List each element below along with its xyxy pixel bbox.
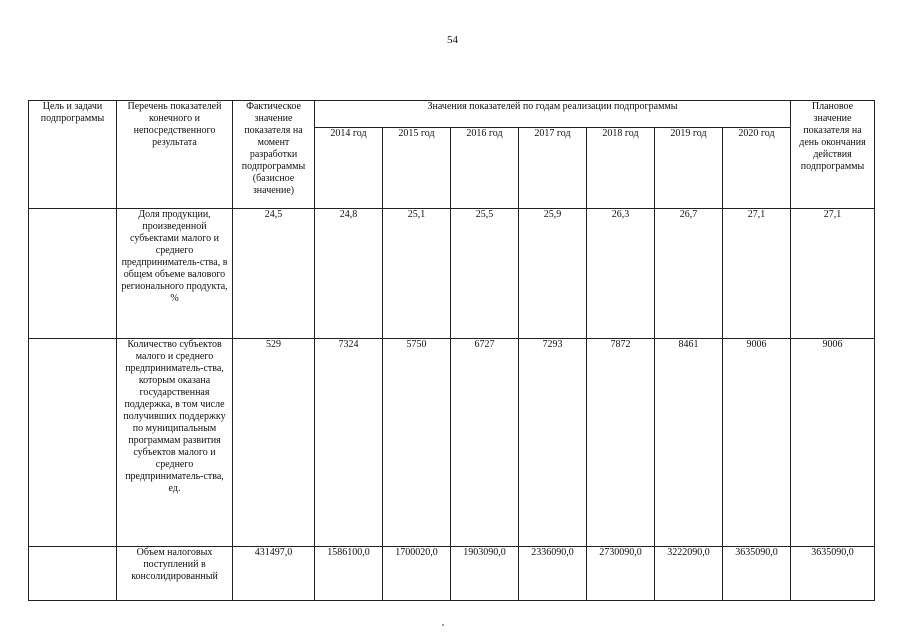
value-cell: 7324 bbox=[315, 339, 383, 547]
header-year-2016: 2016 год bbox=[451, 128, 519, 209]
header-row-1 bbox=[29, 101, 875, 128]
value-cell: 25,9 bbox=[519, 209, 587, 339]
value-cell: 5750 bbox=[383, 339, 451, 547]
goal-cell bbox=[29, 209, 117, 339]
header-actual: Фактическое значение показателя на момент разработки подпрограммы (базисное значение) bbox=[233, 101, 315, 209]
header-year-2020: 2020 год bbox=[723, 128, 791, 209]
indicator-cell: Количество субъектов малого и среднего предприниматель-ства, которым оказана государственная поддержка, в том числе получивших поддержку по муниципальным программам развития субъектов малого и среднего предприниматель-ства, ед. bbox=[117, 339, 233, 547]
value-cell: 2730090,0 bbox=[587, 547, 655, 601]
plan-cell: 27,1 bbox=[791, 209, 875, 339]
page-number: 54 bbox=[447, 34, 458, 46]
header-year-2015: 2015 год bbox=[383, 128, 451, 209]
value-cell: 7293 bbox=[519, 339, 587, 547]
value-cell: 26,3 bbox=[587, 209, 655, 339]
header-plan: Плановое значение показателя на день окончания действия подпрограммы bbox=[791, 101, 875, 209]
actual-cell: 24,5 bbox=[233, 209, 315, 339]
table-row bbox=[29, 339, 875, 547]
indicators-table bbox=[28, 100, 875, 601]
scan-dot bbox=[442, 624, 444, 626]
value-cell: 27,1 bbox=[723, 209, 791, 339]
value-cell: 3635090,0 bbox=[723, 547, 791, 601]
value-cell: 1903090,0 bbox=[451, 547, 519, 601]
actual-cell: 529 bbox=[233, 339, 315, 547]
header-year-2019: 2019 год bbox=[655, 128, 723, 209]
plan-cell: 3635090,0 bbox=[791, 547, 875, 601]
header-years-group: Значения показателей по годам реализации подпрограммы bbox=[315, 101, 791, 128]
header-goal: Цель и задачи подпрограммы bbox=[29, 101, 117, 209]
value-cell: 1586100,0 bbox=[315, 547, 383, 601]
header-year-2017: 2017 год bbox=[519, 128, 587, 209]
header-year-2018: 2018 год bbox=[587, 128, 655, 209]
indicator-cell: Объем налоговых поступлений в консолидированный bbox=[117, 547, 233, 601]
value-cell: 26,7 bbox=[655, 209, 723, 339]
goal-cell bbox=[29, 339, 117, 547]
actual-cell: 431497,0 bbox=[233, 547, 315, 601]
table-row bbox=[29, 209, 875, 339]
value-cell: 3222090,0 bbox=[655, 547, 723, 601]
header-year-2014: 2014 год bbox=[315, 128, 383, 209]
table-row bbox=[29, 547, 875, 601]
value-cell: 8461 bbox=[655, 339, 723, 547]
value-cell: 6727 bbox=[451, 339, 519, 547]
value-cell: 1700020,0 bbox=[383, 547, 451, 601]
value-cell: 2336090,0 bbox=[519, 547, 587, 601]
value-cell: 7872 bbox=[587, 339, 655, 547]
goal-cell bbox=[29, 547, 117, 601]
value-cell: 9006 bbox=[723, 339, 791, 547]
value-cell: 24,8 bbox=[315, 209, 383, 339]
indicator-cell: Доля продукции, произведенной субъектами малого и среднего предприниматель-ства, в общем объеме валового регионального продукта, % bbox=[117, 209, 233, 339]
value-cell: 25,1 bbox=[383, 209, 451, 339]
plan-cell: 9006 bbox=[791, 339, 875, 547]
header-indicators: Перечень показателей конечного и непосредственного результата bbox=[117, 101, 233, 209]
value-cell: 25,5 bbox=[451, 209, 519, 339]
